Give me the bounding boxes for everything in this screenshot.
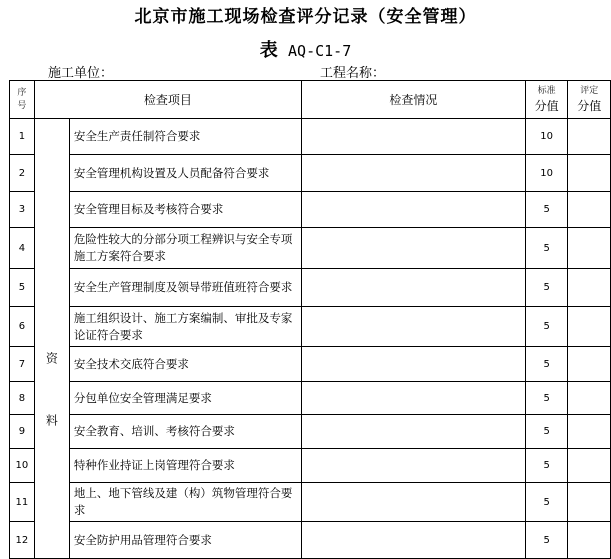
inspection-item: 安全管理机构设置及人员配备符合要求 [69,155,301,192]
table-code: AQ-C1-7 [288,42,352,60]
standard-score: 10 [525,155,568,192]
situation-cell[interactable] [301,119,525,155]
evaluated-score-cell[interactable] [568,382,611,415]
inspection-item: 安全生产管理制度及领导带班值班符合要求 [69,269,301,307]
evaluated-score-cell[interactable] [568,415,611,449]
header-standard-score [525,81,568,119]
inspection-score-table [9,80,611,559]
evaluated-score-cell[interactable] [568,307,611,347]
evaluated-score-cell[interactable] [568,269,611,307]
construction-unit-label: 施工单位： [48,66,114,81]
situation-cell[interactable] [301,449,525,483]
inspection-item: 安全防护用品管理符合要求 [69,522,301,559]
inspection-item: 分包单位安全管理满足要求 [69,382,301,415]
situation-cell[interactable] [301,155,525,192]
inspection-item: 地上、地下管线及建（构）筑物管理符合要求 [69,483,301,522]
row-number: 3 [10,192,35,228]
header-item: 检查项目 [34,81,301,119]
table-header-row [10,81,611,119]
category-label: 资料 [44,351,59,476]
row-number: 2 [10,155,35,192]
row-number: 12 [10,522,35,559]
header-eval-line1: 评定 [580,86,599,96]
header-situation: 检查情况 [301,81,525,119]
table-row [10,307,611,347]
situation-cell[interactable] [301,228,525,269]
table-body [10,119,611,559]
table-prefix: 表 [259,40,278,61]
project-name-label: 工程名称： [320,66,386,81]
table-row [10,228,611,269]
row-number: 10 [10,449,35,483]
inspection-item: 安全技术交底符合要求 [69,347,301,382]
row-number: 9 [10,415,35,449]
standard-score: 5 [525,449,568,483]
inspection-item: 安全管理目标及考核符合要求 [69,192,301,228]
document-title: 北京市施工现场检查评分记录（安全管理） [134,7,477,27]
standard-score: 5 [525,522,568,559]
standard-score: 5 [525,269,568,307]
situation-cell[interactable] [301,522,525,559]
header-std-line2: 分值 [534,99,559,113]
header-evaluated-score [568,81,611,119]
inspection-item: 特种作业持证上岗管理符合要求 [69,449,301,483]
evaluated-score-cell[interactable] [568,155,611,192]
evaluated-score-cell[interactable] [568,228,611,269]
evaluated-score-cell[interactable] [568,119,611,155]
row-number: 5 [10,269,35,307]
situation-cell[interactable] [301,192,525,228]
inspection-item: 安全生产责任制符合要求 [69,119,301,155]
table-row [10,483,611,522]
table-row [10,192,611,228]
situation-cell[interactable] [301,347,525,382]
table-row [10,382,611,415]
table-row [10,347,611,382]
table-code-line [0,36,611,62]
header-no [10,81,35,119]
inspection-item: 危险性较大的分部分项工程辨识与安全专项施工方案符合要求 [69,228,301,269]
situation-cell[interactable] [301,415,525,449]
header-eval-line2: 分值 [577,99,602,113]
header-no-line1: 序 [17,87,27,98]
table-row [10,119,611,155]
evaluated-score-cell[interactable] [568,522,611,559]
row-number: 1 [10,119,35,155]
table-row [10,449,611,483]
situation-cell[interactable] [301,483,525,522]
row-number: 11 [10,483,35,522]
standard-score: 5 [525,347,568,382]
category-cell [34,119,69,559]
header-no-line2: 号 [17,100,27,111]
standard-score: 5 [525,483,568,522]
situation-cell[interactable] [301,382,525,415]
inspection-item: 施工组织设计、施工方案编制、审批及专家论证符合要求 [69,307,301,347]
table-row [10,415,611,449]
table-row [10,269,611,307]
row-number: 4 [10,228,35,269]
row-number: 7 [10,347,35,382]
standard-score: 5 [525,382,568,415]
inspection-item: 安全教育、培训、考核符合要求 [69,415,301,449]
situation-cell[interactable] [301,269,525,307]
evaluated-score-cell[interactable] [568,483,611,522]
standard-score: 5 [525,192,568,228]
table-row [10,155,611,192]
evaluated-score-cell[interactable] [568,347,611,382]
standard-score: 10 [525,119,568,155]
standard-score: 5 [525,415,568,449]
row-number: 8 [10,382,35,415]
table-row [10,522,611,559]
situation-cell[interactable] [301,307,525,347]
evaluated-score-cell[interactable] [568,192,611,228]
row-number: 6 [10,307,35,347]
standard-score: 5 [525,307,568,347]
evaluated-score-cell[interactable] [568,449,611,483]
standard-score: 5 [525,228,568,269]
header-std-line1: 标准 [537,86,556,96]
